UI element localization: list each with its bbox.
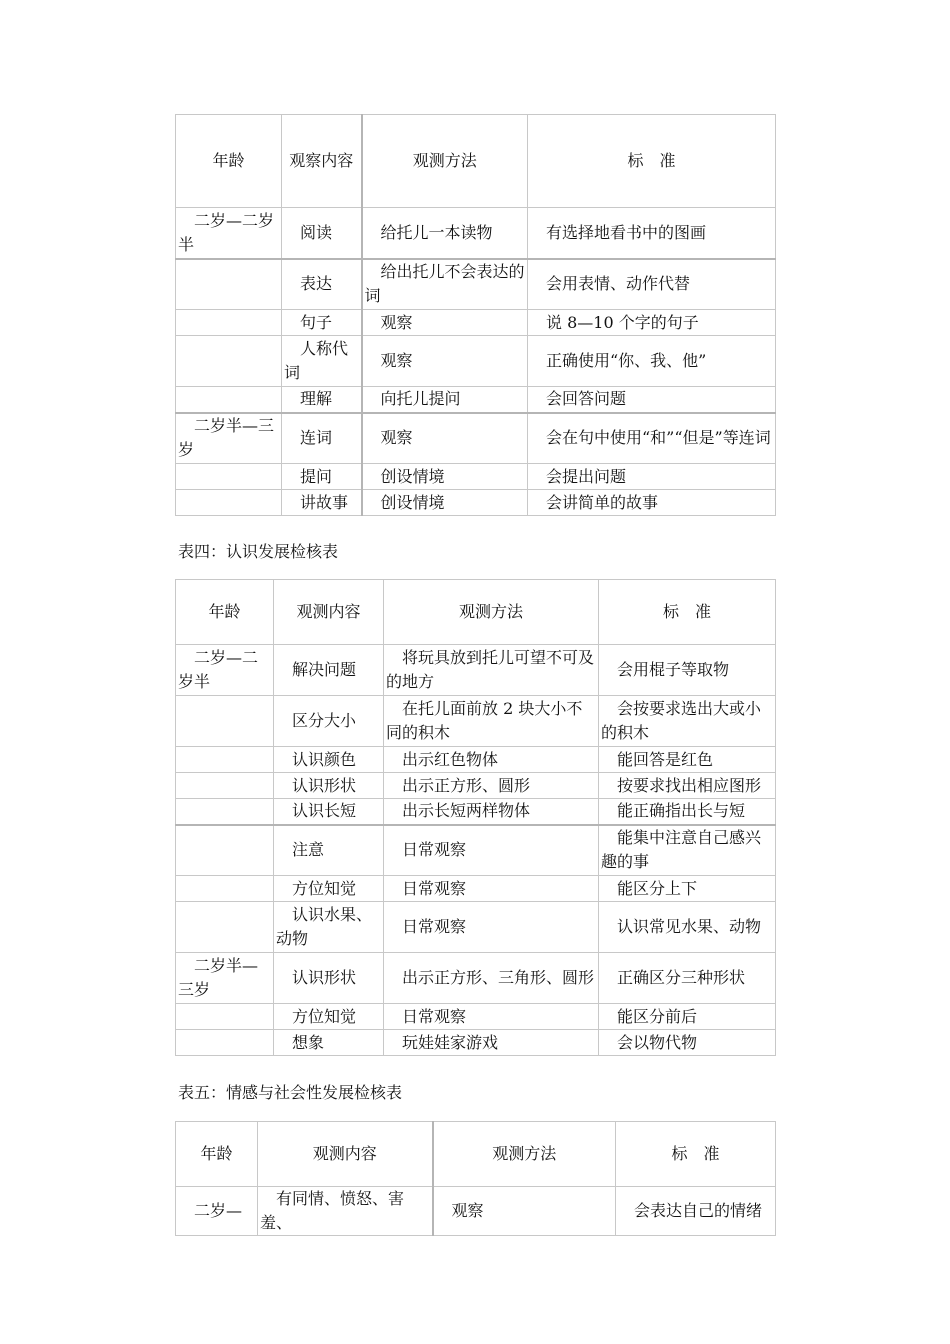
cell-age bbox=[176, 464, 282, 490]
table-row bbox=[176, 799, 776, 825]
cell-method: 向托儿提问 bbox=[362, 387, 528, 413]
cell-age bbox=[176, 387, 282, 413]
header-standard: 标 准 bbox=[528, 115, 776, 208]
table-row bbox=[176, 464, 776, 490]
cell-method: 出示红色物体 bbox=[384, 747, 599, 773]
cell-method: 日常观察 bbox=[384, 902, 599, 953]
table-row bbox=[176, 259, 776, 310]
table4-caption: 表四：认识发展检核表 bbox=[178, 542, 339, 561]
cell-age: 二岁—二岁半 bbox=[176, 645, 274, 696]
cell-content: 认识长短 bbox=[274, 799, 384, 825]
cell-age bbox=[176, 310, 282, 336]
cell-content: 理解 bbox=[282, 387, 362, 413]
table-row bbox=[176, 876, 776, 902]
cell-age bbox=[176, 799, 274, 825]
header-content: 观测内容 bbox=[274, 580, 384, 645]
cell-standard: 说 8—10 个字的句子 bbox=[528, 310, 776, 336]
cell-method: 日常观察 bbox=[384, 1004, 599, 1030]
cell-content: 阅读 bbox=[282, 208, 362, 259]
table-row bbox=[176, 953, 776, 1004]
cell-method: 给托儿一本读物 bbox=[362, 208, 528, 259]
table-row bbox=[176, 413, 776, 464]
header-content: 观测内容 bbox=[258, 1122, 433, 1187]
cell-age bbox=[176, 1030, 274, 1056]
cell-standard: 按要求找出相应图形 bbox=[599, 773, 776, 799]
table-row bbox=[176, 902, 776, 953]
cell-age bbox=[176, 902, 274, 953]
cell-content: 连词 bbox=[282, 413, 362, 464]
cell-standard: 能集中注意自己感兴趣的事 bbox=[599, 825, 776, 876]
header-age: 年龄 bbox=[176, 115, 282, 208]
cell-method: 出示长短两样物体 bbox=[384, 799, 599, 825]
cell-standard: 有选择地看书中的图画 bbox=[528, 208, 776, 259]
cell-standard: 会用棍子等取物 bbox=[599, 645, 776, 696]
cell-age bbox=[176, 876, 274, 902]
header-standard: 标 准 bbox=[616, 1122, 776, 1187]
header-content: 观察内容 bbox=[282, 115, 362, 208]
cell-age bbox=[176, 747, 274, 773]
table-row bbox=[176, 773, 776, 799]
cell-content: 讲故事 bbox=[282, 490, 362, 516]
cell-standard: 会以物代物 bbox=[599, 1030, 776, 1056]
emotional-social-development-table bbox=[175, 1121, 776, 1236]
cell-content: 认识颜色 bbox=[274, 747, 384, 773]
table-row bbox=[176, 1030, 776, 1056]
cell-content: 句子 bbox=[282, 310, 362, 336]
cell-standard: 会用表情、动作代替 bbox=[528, 259, 776, 310]
header-method: 观测方法 bbox=[433, 1122, 616, 1187]
cell-standard: 认识常见水果、动物 bbox=[599, 902, 776, 953]
cell-method: 日常观察 bbox=[384, 825, 599, 876]
cell-content: 人称代词 bbox=[282, 336, 362, 387]
cell-content: 区分大小 bbox=[274, 696, 384, 747]
cell-method: 观察 bbox=[362, 336, 528, 387]
header-method: 观测方法 bbox=[362, 115, 528, 208]
table-header-row bbox=[176, 115, 776, 208]
cell-content: 认识水果、动物 bbox=[274, 902, 384, 953]
cell-standard: 会按要求选出大或小的积木 bbox=[599, 696, 776, 747]
cell-method: 观察 bbox=[362, 413, 528, 464]
table-row bbox=[176, 747, 776, 773]
cell-method: 给出托儿不会表达的词 bbox=[362, 259, 528, 310]
table-row bbox=[176, 1187, 776, 1236]
table-row bbox=[176, 1004, 776, 1030]
cell-method: 观察 bbox=[362, 310, 528, 336]
header-age: 年龄 bbox=[176, 1122, 258, 1187]
cell-standard: 会讲简单的故事 bbox=[528, 490, 776, 516]
cell-age: 二岁—二岁半 bbox=[176, 208, 282, 259]
cognitive-development-table bbox=[175, 579, 776, 1056]
cell-content: 注意 bbox=[274, 825, 384, 876]
cell-standard: 能区分前后 bbox=[599, 1004, 776, 1030]
cell-content: 方位知觉 bbox=[274, 876, 384, 902]
header-method: 观测方法 bbox=[384, 580, 599, 645]
table-row bbox=[176, 310, 776, 336]
cell-age: 二岁半—三岁 bbox=[176, 953, 274, 1004]
cell-content: 认识形状 bbox=[274, 953, 384, 1004]
cell-method: 观察 bbox=[433, 1187, 616, 1236]
table-row bbox=[176, 387, 776, 413]
header-standard: 标 准 bbox=[599, 580, 776, 645]
header-age: 年龄 bbox=[176, 580, 274, 645]
cell-standard: 会表达自己的情绪 bbox=[616, 1187, 776, 1236]
table-row bbox=[176, 696, 776, 747]
cell-age bbox=[176, 773, 274, 799]
cell-method: 创设情境 bbox=[362, 490, 528, 516]
cell-age bbox=[176, 696, 274, 747]
table-row bbox=[176, 336, 776, 387]
language-development-table bbox=[175, 114, 776, 516]
table-header-row bbox=[176, 1122, 776, 1187]
cell-standard: 正确区分三种形状 bbox=[599, 953, 776, 1004]
cell-content: 表达 bbox=[282, 259, 362, 310]
table-row bbox=[176, 490, 776, 516]
cell-standard: 能正确指出长与短 bbox=[599, 799, 776, 825]
table5-caption: 表五：情感与社会性发展检核表 bbox=[178, 1083, 403, 1102]
table-row bbox=[176, 645, 776, 696]
cell-content: 提问 bbox=[282, 464, 362, 490]
table-header-row bbox=[176, 580, 776, 645]
cell-content: 方位知觉 bbox=[274, 1004, 384, 1030]
cell-method: 将玩具放到托儿可望不可及的地方 bbox=[384, 645, 599, 696]
cell-content: 想象 bbox=[274, 1030, 384, 1056]
cell-age bbox=[176, 825, 274, 876]
cell-standard: 能区分上下 bbox=[599, 876, 776, 902]
cell-age bbox=[176, 336, 282, 387]
cell-method: 创设情境 bbox=[362, 464, 528, 490]
cell-method: 在托儿面前放 2 块大小不同的积木 bbox=[384, 696, 599, 747]
cell-standard: 会提出问题 bbox=[528, 464, 776, 490]
cell-age: 二岁半—三岁 bbox=[176, 413, 282, 464]
cell-content: 有同情、愤怒、害羞、 bbox=[258, 1187, 433, 1236]
table-row bbox=[176, 825, 776, 876]
cell-age: 二岁— bbox=[176, 1187, 258, 1236]
cell-content: 解决问题 bbox=[274, 645, 384, 696]
cell-method: 出示正方形、圆形 bbox=[384, 773, 599, 799]
cell-method: 日常观察 bbox=[384, 876, 599, 902]
cell-age bbox=[176, 259, 282, 310]
cell-content: 认识形状 bbox=[274, 773, 384, 799]
cell-standard: 能回答是红色 bbox=[599, 747, 776, 773]
table-row bbox=[176, 208, 776, 259]
cell-standard: 正确使用“你、我、他” bbox=[528, 336, 776, 387]
cell-standard: 会回答问题 bbox=[528, 387, 776, 413]
cell-standard: 会在句中使用“和”“但是”等连词 bbox=[528, 413, 776, 464]
cell-method: 玩娃娃家游戏 bbox=[384, 1030, 599, 1056]
cell-age bbox=[176, 490, 282, 516]
cell-method: 出示正方形、三角形、圆形 bbox=[384, 953, 599, 1004]
cell-age bbox=[176, 1004, 274, 1030]
